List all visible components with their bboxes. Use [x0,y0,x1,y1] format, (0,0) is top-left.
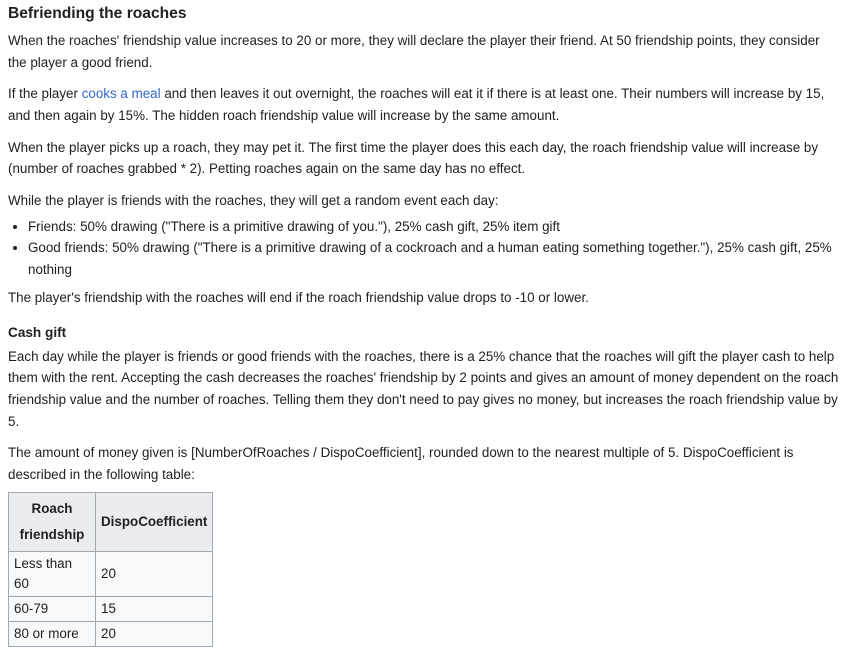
friendship-thresholds-paragraph: When the roaches' friendship value increases to 20 or more, they will declare the player their friend. At 50 friendship points, they consider the player a good friend. [8,32,820,70]
table-cell: 60-79 [9,596,96,621]
table-header-row [9,492,213,551]
cash-gift-paragraph: Each day while the player is friends or good friends with the roaches, there is a 25% chance that the roaches will gift the player cash to help them with the rent. Accepting the cash decreases the roaches' friendship by 2 points and gives an amount of money dependent on the roach friendship value and the number of roaches. Telling them they don't need to pay gives no money, but increases the roach friendship value by 5. [8,348,839,429]
table-cell: 20 [96,621,213,646]
table-cell: 20 [96,551,213,596]
list-item: • Good friends: 50% drawing ("There is a primitive drawing of a cockroach and a human eating something together."), 25% cash gift, 25% nothing [28,237,841,280]
table-cell: 15 [96,596,213,621]
events-list [8,216,841,281]
table-row [9,551,213,596]
meal-paragraph [8,83,841,126]
friendship-end-paragraph: The player's friendship with the roaches will end if the roach friendship value drops to -10 or lower. [8,289,589,305]
table-cell: Less than 60 [9,551,96,596]
money-formula-paragraph: The amount of money given is [NumberOfRoaches / DispoCoefficient], rounded down to the nearest multiple of 5. DispoCoefficient is described in the following table: [8,445,794,483]
table-row [9,596,213,621]
dispo-coefficient-table [8,492,213,647]
section-heading: Befriending the roaches [8,5,187,22]
list-item: • Friends: 50% drawing ("There is a primitive drawing of you."), 25% cash gift, 25% item gift [28,216,841,238]
column-header-roach-friendship: Roach friendship [9,492,96,551]
meal-text-before: If the player [8,86,82,102]
petting-paragraph: When the player picks up a roach, they may pet it. The first time the player does this each day, the roach friendship value will increase by (number of roaches grabbed * 2). Petting roaches again on the same day has no effect. [8,139,819,177]
meal-text-after: and then leaves it out overnight, the roaches will eat it if there is at least one. Their numbers will increase by 15, and then again by 15%. The hidden roach friendship value will increase by the same amount. [8,86,825,123]
table-cell: 80 or more [9,621,96,646]
cooks-a-meal-link[interactable]: cooks a meal [81,86,161,102]
column-header-dispo-coefficient: DispoCoefficient [96,492,213,551]
random-event-intro: While the player is friends with the roaches, they will get a random event each day: [8,193,499,209]
table-row [9,621,213,646]
cash-gift-heading: Cash gift [8,324,67,340]
